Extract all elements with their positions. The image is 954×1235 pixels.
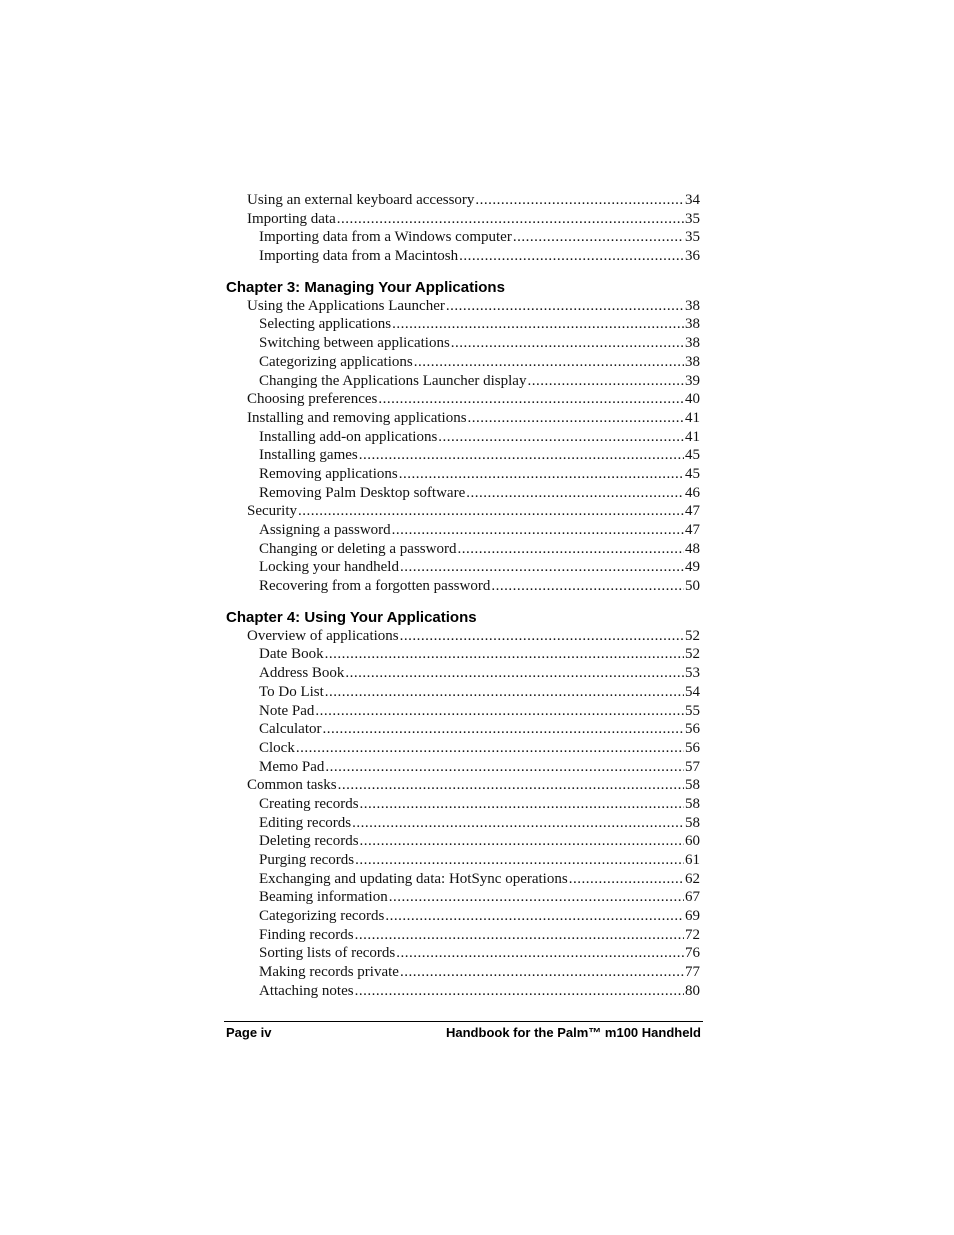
toc-entry-title: Installing games xyxy=(259,447,358,464)
toc-entry[interactable] xyxy=(226,191,700,210)
toc-entry-page-number: 38 xyxy=(685,353,700,370)
toc-entry[interactable] xyxy=(226,577,700,596)
toc-entry-title: Categorizing records xyxy=(259,908,385,925)
toc-entry[interactable] xyxy=(226,558,700,577)
toc-entry[interactable] xyxy=(226,776,700,795)
toc-entry[interactable] xyxy=(226,926,700,945)
toc-entry-page-number: 52 xyxy=(685,627,700,644)
toc-entry-page-number: 50 xyxy=(685,578,700,595)
dot-leader xyxy=(396,944,684,963)
toc-entry-page-number: 41 xyxy=(685,409,700,426)
toc-entry-page-number: 80 xyxy=(685,982,700,999)
chapter-heading: Chapter 3: Managing Your Applications xyxy=(226,278,505,296)
dot-leader xyxy=(466,484,684,503)
dot-leader xyxy=(392,315,684,334)
toc-entry[interactable] xyxy=(226,372,700,391)
toc-entry[interactable] xyxy=(226,963,700,982)
toc-entry-page-number: 58 xyxy=(685,814,700,831)
toc-entry-page-number: 47 xyxy=(685,503,700,520)
toc-entry[interactable] xyxy=(226,540,700,559)
toc-entry-title: Installing add-on applications xyxy=(259,428,438,445)
toc-entry-title: Exchanging and updating data: HotSync operations xyxy=(259,870,568,887)
dot-leader xyxy=(360,795,684,814)
toc-entry[interactable] xyxy=(226,982,700,1001)
toc-entry[interactable] xyxy=(226,720,700,739)
dot-leader xyxy=(296,739,684,758)
toc-entry-page-number: 76 xyxy=(685,945,700,962)
toc-entry-page-number: 35 xyxy=(685,229,700,246)
toc-entry[interactable] xyxy=(226,645,700,664)
toc-entry[interactable] xyxy=(226,888,700,907)
toc-entry-page-number: 47 xyxy=(685,522,700,538)
toc-entry-page-number: 56 xyxy=(685,739,700,756)
toc-entry-page-number: 72 xyxy=(685,926,700,943)
toc-entry[interactable] xyxy=(226,353,700,372)
dot-leader xyxy=(389,888,684,907)
toc-entry[interactable] xyxy=(226,702,700,721)
toc-entry-title: Categorizing applications xyxy=(259,353,413,370)
toc-entry[interactable] xyxy=(226,870,700,889)
dot-leader xyxy=(400,963,684,982)
toc-entry-title: Clock xyxy=(259,739,295,756)
toc-entry-title: Selecting applications xyxy=(259,316,392,333)
toc-entry[interactable] xyxy=(226,247,700,266)
toc-entry-title: Creating records xyxy=(259,795,359,812)
toc-entry-title: Importing data xyxy=(247,210,336,227)
toc-entry[interactable] xyxy=(226,210,700,229)
toc-entry[interactable] xyxy=(226,795,700,814)
toc-entry[interactable] xyxy=(226,907,700,926)
toc-entry[interactable] xyxy=(226,627,700,646)
toc-entry[interactable] xyxy=(226,390,700,409)
toc-entry-title: Attaching notes xyxy=(259,982,354,999)
toc-entry-title: Changing or deleting a password xyxy=(259,540,457,557)
toc-entry-page-number: 38 xyxy=(685,316,700,333)
dot-leader xyxy=(325,683,684,702)
toc-entry[interactable] xyxy=(226,297,700,316)
toc-entry-title: Importing data from a Macintosh xyxy=(259,248,459,265)
toc-entry-page-number: 69 xyxy=(685,908,700,925)
toc-entry-page-number: 48 xyxy=(685,540,700,557)
toc-entry-title: Beaming information xyxy=(259,889,388,906)
toc-entry[interactable] xyxy=(226,851,700,870)
toc-entry-title: Date Book xyxy=(259,646,324,663)
dot-leader xyxy=(355,851,684,870)
dot-leader xyxy=(338,776,684,795)
toc-entry-page-number: 60 xyxy=(685,833,700,850)
toc-entry-title: Using the Applications Launcher xyxy=(247,297,445,314)
dot-leader xyxy=(359,446,684,465)
toc-entry[interactable] xyxy=(226,315,700,334)
chapter-heading: Chapter 4: Using Your Applications xyxy=(226,608,477,626)
toc-entry-title: Assigning a password xyxy=(259,522,391,538)
toc-entry-page-number: 56 xyxy=(685,721,700,738)
toc-entry-title: Sorting lists of records xyxy=(259,945,396,962)
dot-leader xyxy=(475,191,684,210)
dot-leader xyxy=(355,982,684,1001)
dot-leader xyxy=(446,297,684,316)
toc-entry-page-number: 55 xyxy=(685,702,700,719)
toc-entry[interactable] xyxy=(226,664,700,683)
toc-entry[interactable] xyxy=(226,409,700,428)
toc-entry-title: Memo Pad xyxy=(259,758,325,775)
toc-entry-title: Choosing preferences xyxy=(247,391,378,408)
dot-leader xyxy=(325,758,684,777)
dot-leader xyxy=(468,409,684,428)
toc-entry-title: Removing applications xyxy=(259,465,398,482)
toc-entry-page-number: 41 xyxy=(685,428,700,445)
dot-leader xyxy=(337,210,684,229)
toc-entry-title: Note Pad xyxy=(259,702,315,719)
toc-entry-title: Installing and removing applications xyxy=(247,409,467,426)
toc-entry-page-number: 62 xyxy=(685,870,700,887)
toc-entry[interactable] xyxy=(226,944,700,963)
toc-entry[interactable] xyxy=(226,334,700,353)
toc-entry-page-number: 38 xyxy=(685,335,700,352)
toc-entry-page-number: 46 xyxy=(685,484,700,501)
toc-entry-page-number: 36 xyxy=(685,248,700,265)
dot-leader xyxy=(399,465,684,484)
dot-leader xyxy=(414,353,684,372)
dot-leader xyxy=(315,702,684,721)
toc-entry-page-number: 54 xyxy=(685,683,700,700)
toc-entry[interactable] xyxy=(226,832,700,851)
dot-leader xyxy=(438,428,684,447)
toc-entry-page-number: 45 xyxy=(685,447,700,464)
toc-entry[interactable] xyxy=(226,814,700,833)
toc-entry-page-number: 58 xyxy=(685,795,700,812)
toc-entry[interactable] xyxy=(226,484,700,503)
dot-leader xyxy=(325,645,684,664)
toc-entry-page-number: 34 xyxy=(685,192,700,208)
dot-leader xyxy=(513,228,684,247)
toc-entry[interactable] xyxy=(226,446,700,465)
toc-entry[interactable] xyxy=(226,465,700,484)
dot-leader xyxy=(451,334,684,353)
dot-leader xyxy=(400,558,684,577)
toc-entry-title: Security xyxy=(247,503,297,520)
toc-entry-title: Switching between applications xyxy=(259,335,450,352)
toc-entry-title: Importing data from a Windows computer xyxy=(259,229,512,246)
dot-leader xyxy=(360,832,684,851)
toc-entry-page-number: 77 xyxy=(685,964,700,981)
toc-entry[interactable] xyxy=(226,228,700,247)
table-of-contents xyxy=(226,191,700,1001)
toc-entry-title: Common tasks xyxy=(247,777,337,794)
dot-leader xyxy=(322,720,684,739)
footer-page-number: Page iv xyxy=(226,1025,272,1040)
dot-leader xyxy=(345,664,684,683)
toc-entry-page-number: 40 xyxy=(685,391,700,408)
toc-entry-page-number: 35 xyxy=(685,210,700,227)
toc-entry[interactable] xyxy=(226,428,700,447)
dot-leader xyxy=(352,814,684,833)
toc-entry-title: Editing records xyxy=(259,814,352,831)
page-footer xyxy=(224,1021,703,1040)
toc-entry-title: Using an external keyboard accessory xyxy=(247,192,475,208)
toc-entry-title: Changing the Applications Launcher display xyxy=(259,372,527,389)
toc-entry-page-number: 58 xyxy=(685,777,700,794)
footer-book-title: Handbook for the Palm™ m100 Handheld xyxy=(446,1025,701,1040)
toc-entry-title: Calculator xyxy=(259,721,322,738)
toc-entry-title: Making records private xyxy=(259,964,399,981)
dot-leader xyxy=(385,907,684,926)
dot-leader xyxy=(392,521,684,540)
toc-entry-page-number: 67 xyxy=(685,889,700,906)
toc-entry-page-number: 38 xyxy=(685,297,700,314)
toc-entry-page-number: 57 xyxy=(685,758,700,775)
toc-entry-page-number: 39 xyxy=(685,372,700,389)
dot-leader xyxy=(400,627,684,646)
toc-entry-title: Finding records xyxy=(259,926,354,943)
toc-entry-title: Deleting records xyxy=(259,833,359,850)
toc-entry-page-number: 61 xyxy=(685,852,700,868)
toc-entry-page-number: 53 xyxy=(685,665,700,682)
toc-entry[interactable] xyxy=(226,739,700,758)
dot-leader xyxy=(569,870,684,889)
toc-entry-title: Locking your handheld xyxy=(259,559,399,576)
toc-entry-page-number: 49 xyxy=(685,559,700,576)
toc-entry[interactable] xyxy=(226,502,700,521)
toc-entry-title: Removing Palm Desktop software xyxy=(259,484,466,501)
toc-entry[interactable] xyxy=(226,521,700,540)
toc-entry-title: Overview of applications xyxy=(247,627,399,644)
toc-entry-title: To Do List xyxy=(259,683,324,700)
toc-entry-page-number: 52 xyxy=(685,646,700,663)
toc-entry[interactable] xyxy=(226,758,700,777)
dot-leader xyxy=(459,247,684,266)
dot-leader xyxy=(378,390,684,409)
dot-leader xyxy=(457,540,684,559)
toc-entry-title: Recovering from a forgotten password xyxy=(259,578,491,595)
dot-leader xyxy=(527,372,684,391)
toc-entry-page-number: 45 xyxy=(685,465,700,482)
dot-leader xyxy=(491,577,684,596)
toc-entry-title: Address Book xyxy=(259,665,345,682)
dot-leader xyxy=(298,502,684,521)
toc-entry[interactable] xyxy=(226,683,700,702)
dot-leader xyxy=(355,926,684,945)
toc-entry-title: Purging records xyxy=(259,852,355,868)
